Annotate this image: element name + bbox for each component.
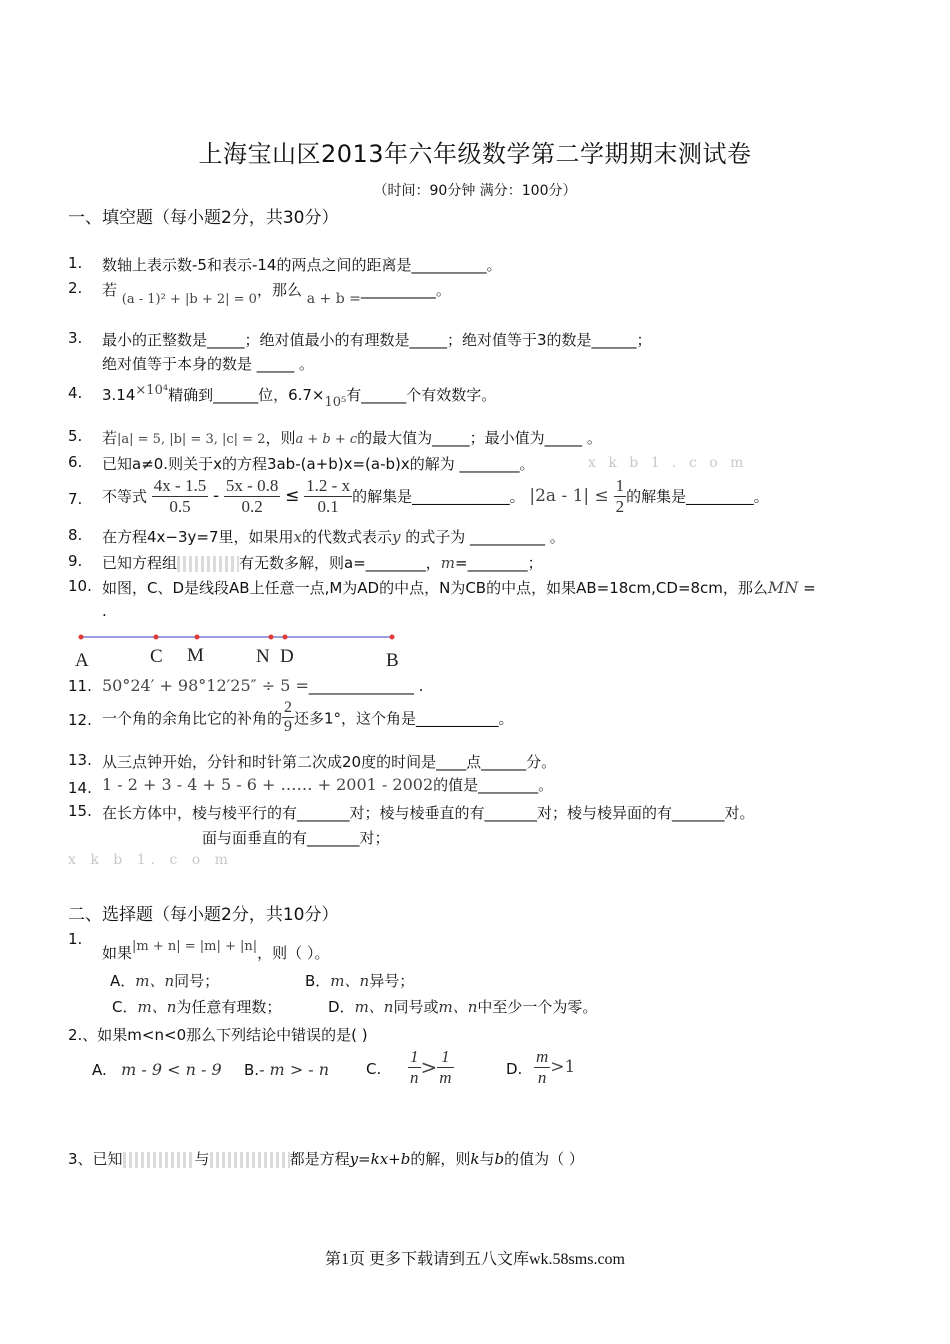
q14-number: 14. [68,779,92,797]
q2-line [102,279,451,307]
s2-q2-c-frac2: $\frac{1}{m}$ [439,1047,452,1087]
q4-number: 4. [68,384,83,402]
q2-expression: a + b = [306,291,361,307]
q7-line [102,476,769,516]
q15-line2: 面与面垂直的有_______对； [202,829,390,847]
s2-q3-system1 [123,1152,195,1168]
point-c [154,635,159,640]
s2-q2-option-b: B.- m > - n [244,1060,330,1079]
q10-text: 如图，C、D是线段AB上任意一点,M为AD的中点，N为CB的中点，如果AB=18cm,CD=8cm，那么 [102,579,768,597]
exam-info: （时间：90分钟 满分：100分） [373,183,577,199]
point-a [79,635,84,640]
s2-q1-option-c: C．m、n为任意有理数； [112,998,282,1016]
s2-q1-line [102,939,330,963]
q1-text: 数轴上表示数-5和表示-14的两点之间的距离是__________。 [102,256,502,274]
q7-fraction1: $\frac{4x - 1.5}{0.5}$ [153,476,207,516]
q7-post: 的解集是_________。 [626,487,769,506]
q10-line [102,577,816,598]
q7-pre: 不等式 [102,487,148,506]
q7-mid: 的解集是_____________。 [352,487,525,506]
s2-q2-option-d: $\frac{m}{n}$ >1 [536,1047,576,1087]
q7-number: 7. [68,490,83,508]
label-b: B [386,650,399,671]
s2-q2-text: 2.、如果m<n<0那么下列结论中错误的是( ) [68,1026,368,1044]
q4-text1: 精确到______位，6.7× [168,386,325,404]
q11-number: 11. [68,677,92,695]
q3-line1: 最小的正整数是_____；绝对值最小的有理数是_____；绝对值等于3的数是______； [102,331,652,349]
label-a: A [75,650,89,671]
point-d [283,635,288,640]
q4-line [102,383,497,410]
q11-line [102,676,423,695]
point-n [269,635,274,640]
q12-pre: 一个角的余角比它的补角的 [102,709,283,728]
q12-post: 还多1°，这个角是___________。 [294,709,514,728]
q8-text1: 在方程4x−3y=7里，如果用 [102,528,294,546]
s2-q1-condition: |m + n| = |m| + |n| [132,939,258,954]
q11-expression: 50°24′ + 98°12′25″ ÷ 5 = [102,676,309,695]
q12-fraction: $\frac{2}{9}$ [284,699,293,736]
point-b [390,635,395,640]
label-d: D [280,646,294,667]
q7-fraction2: $\frac{5x - 0.8}{0.2}$ [225,476,279,516]
s2-q2-option-c: $\frac{1}{n}$ > $\frac{1}{m}$ [410,1047,452,1087]
label-m: M [187,645,204,666]
s2-q1-option-d: D．m、n同号或m、n中至少一个为零。 [328,998,598,1016]
q8-var-x: x [293,528,302,546]
q13-number: 13. [68,751,92,769]
q8-number: 8. [68,526,83,544]
q9-line [102,552,543,573]
q15-line1: 在长方体中，棱与棱平行的有_______对；棱与棱垂直的有_______对；棱与棱异面的有_______对。 [102,804,755,822]
watermark-2: x k b 1. c o m [68,852,233,868]
q14-line [102,774,553,795]
q13-text: 从三点钟开始，分针和时针第二次成20度的时间是____点______分。 [102,753,557,771]
q2-equation: (a - 1)² + |b + 2| = 0 [121,292,257,307]
s2-q1-pre: 如果 [102,944,133,962]
q5-pre: 若 [102,429,118,447]
q3-number: 3. [68,329,83,347]
s2-q1-post: ，则（ ）。 [257,944,330,962]
watermark: x k b 1 . c o m [588,455,748,471]
q7-abs: |2a - 1| ≤ [529,486,609,507]
q6-number: 6. [68,453,83,471]
q8-text3: 的式子为 __________ 。 [400,528,565,546]
q4-power2: 10⁵ [324,395,347,410]
page-footer: 第1页 更多下载请到五八文库wk.58sms.com [324,1251,625,1268]
q10-number: 10. [68,577,92,595]
s2-q1-option-a: A．m、n同号； [110,972,220,990]
q9-equation-system [177,556,239,572]
q9-post2: =________； [455,554,543,572]
q7-fraction4: $\frac{1}{2}$ [615,476,625,516]
q8-line [102,526,565,547]
q5-number: 5. [68,427,83,445]
section2-heading: 二、选择题（每小题2分，共10分） [68,905,339,925]
q2-post: __________。 [360,281,451,299]
section1-heading: 一、填空题（每小题2分，共30分） [68,208,339,228]
q5-line [102,427,602,448]
q14-expression: 1 - 2 + 3 - 4 + 5 - 6 + …… + 2001 - 2002 [102,775,434,794]
point-m [195,635,200,640]
segment-figure [70,626,420,676]
q5-condition: |a| = 5, |b| = 3, |c| = 2 [117,432,266,447]
label-n: N [256,646,270,667]
q12-number: 12. [68,711,92,729]
q6-text: 已知a≠0.则关于x的方程3ab-(a+b)x=(a-b)x的解为 ________。 [102,455,535,473]
q3-line2: 绝对值等于本身的数是 _____ 。 [102,355,315,373]
q9-var-m: m [440,554,456,572]
s2-q2-c-frac1: $\frac{1}{n}$ [410,1047,419,1087]
q2-pre: 若 [102,281,118,299]
q5-expression: a + b + c [295,432,358,447]
q10-mn: MN [767,578,799,597]
s2-q2-option-d-key: D. [506,1060,523,1078]
q7-le: ≤ [285,486,300,507]
label-c: C [150,646,163,667]
s2-q2-d-frac: $\frac{m}{n}$ [536,1047,549,1087]
s2-q3-system2 [210,1152,290,1168]
q5-mid: ，则 [265,429,296,447]
q4-text2: 有______个有效数字。 [346,386,497,404]
q9-number: 9. [68,552,83,570]
s2-q1-option-b: B．m、n异号； [305,972,415,990]
s2-q3-line: 3、已知 与 都是方程y=kx+b的解，则k与b的值为（ ） [68,1150,584,1168]
q14-post: 的值是________。 [433,776,554,794]
q1-number: 1. [68,254,83,272]
q9-post: 有无数多解，则a=________， [239,554,441,572]
q7-fraction3: $\frac{1.2 - x}{0.1}$ [306,476,351,516]
q10-eq: = [798,579,816,597]
q12-line [102,699,514,737]
q2-mid: ，那么 [256,281,302,299]
q15-number: 15. [68,802,92,820]
q5-post: 的最大值为_____；最小值为_____ 。 [357,429,602,447]
q11-post: ______________ . [308,677,424,695]
q7-minus: - [213,486,220,507]
q2-number: 2. [68,279,83,297]
s2-q2-option-a: A. m - 9 < n - 9 [92,1060,222,1079]
q9-pre: 已知方程组 [102,554,178,572]
q4-power: ×10⁴ [135,383,169,398]
s2-q2-option-c-key: C. [366,1060,382,1078]
q8-text2: 的代数式表示 [302,528,393,546]
s2-q1-number: 1. [68,930,83,948]
q4-value: 3.14 [102,386,136,404]
page-title: 上海宝山区2013年六年级数学第二学期期末测试卷 [198,140,752,168]
q10-dot: . [102,602,107,620]
q8-var-y: y [392,528,401,546]
